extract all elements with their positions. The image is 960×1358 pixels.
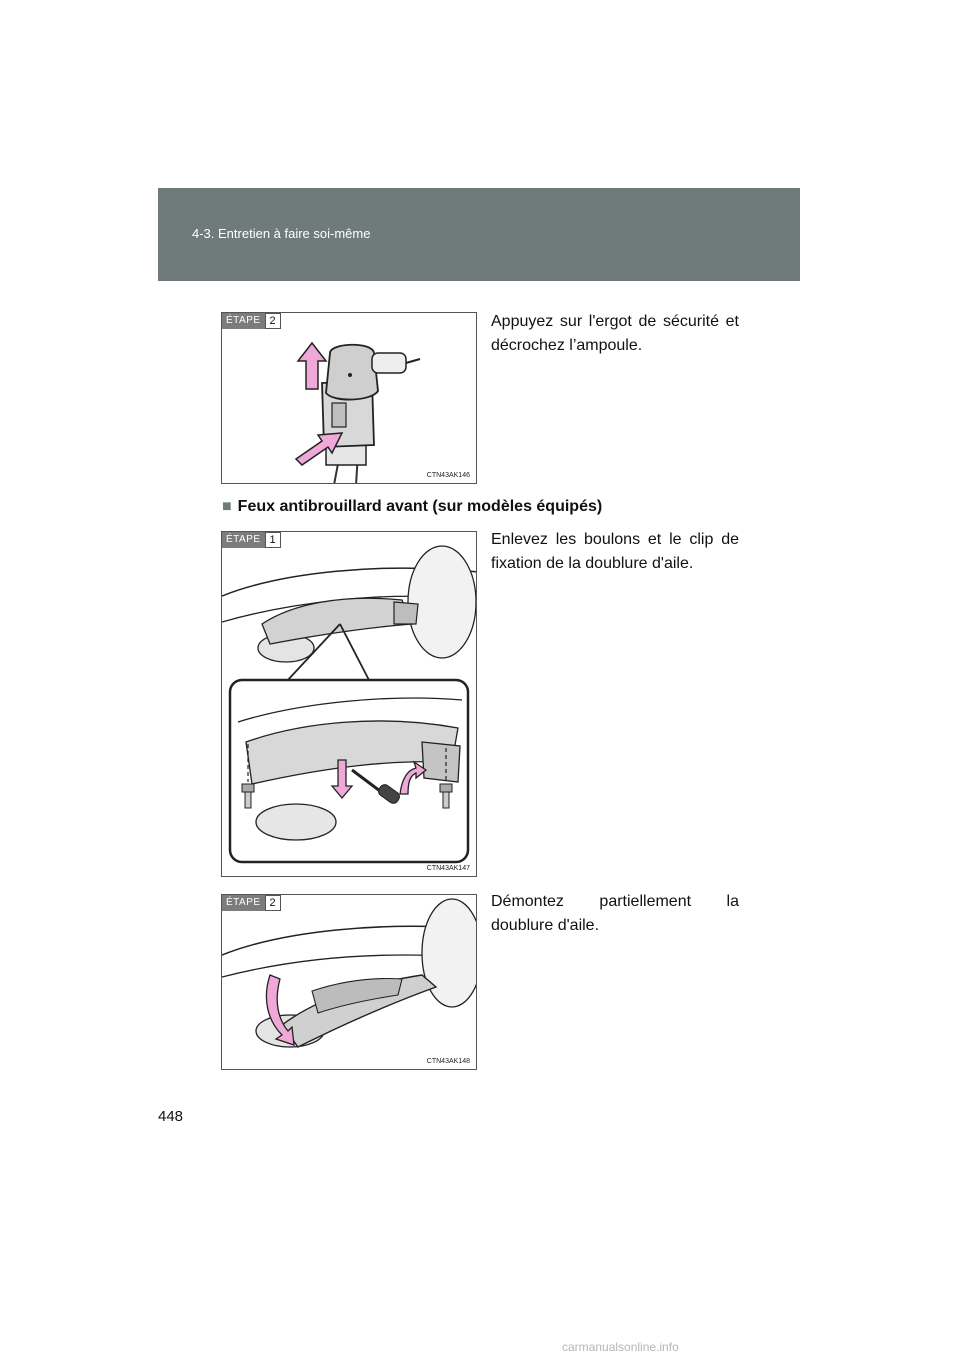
figure-bulb-release (221, 312, 477, 484)
step-word: ÉTAPE (222, 895, 265, 911)
step-instruction-bulb: Appuyez sur l'ergot de sécurité et décrochez l’ampoule. (491, 313, 739, 354)
step-word: ÉTAPE (222, 313, 265, 329)
figure-code: CTN43AK146 (426, 472, 470, 479)
square-bullet-icon: ■ (222, 498, 232, 515)
figure-fender-liner-partial (221, 894, 477, 1070)
section-header (158, 188, 800, 281)
step-tag (222, 313, 281, 329)
step-number: 1 (265, 532, 281, 548)
step-instruction-partial: Démontez partiellement la doublure d'aile. (491, 893, 739, 934)
step-number: 2 (265, 895, 281, 911)
step-tag (222, 532, 281, 548)
up-arrow (298, 343, 326, 389)
figure-code: CTN43AK147 (426, 865, 470, 872)
page-number: 448 (158, 1108, 184, 1125)
bulb-illustration (222, 313, 477, 484)
section-heading (222, 498, 602, 516)
step-tag (222, 895, 281, 911)
fender-liner-illustration (222, 532, 477, 877)
watermark: carmanualsonline.info (562, 1340, 679, 1354)
section-title: 4-3. Entretien à faire soi-même (192, 226, 371, 241)
figure-fender-liner-bolts (221, 531, 477, 877)
step-instruction-bolts: Enlevez les boulons et le clip de fixation de la doublure d'aile. (491, 531, 739, 572)
step-number: 2 (265, 313, 281, 329)
step-word: ÉTAPE (222, 532, 265, 548)
fender-liner-removal-illustration (222, 895, 477, 1070)
figure-code: CTN43AK148 (426, 1058, 470, 1065)
section-heading-text: Feux antibrouillard avant (sur modèles équipés) (237, 498, 603, 515)
